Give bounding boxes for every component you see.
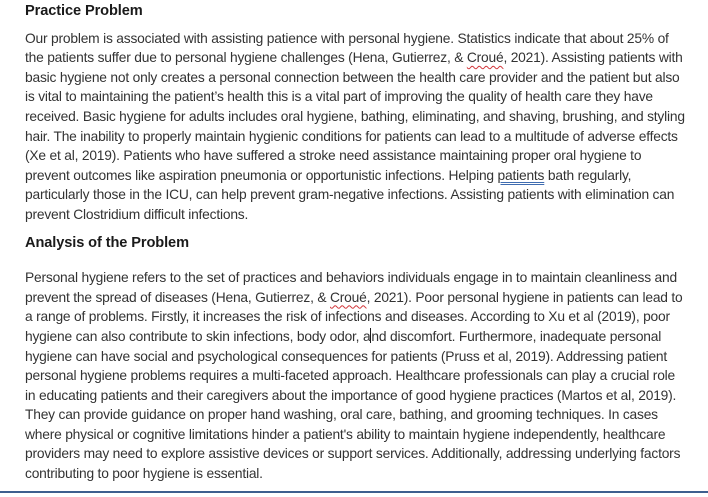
paragraph-practice-problem[interactable] xyxy=(25,29,686,225)
text-run: , 2021). Assisting patients with basic hygiene not only creates a personal connection between the health care provider and the patient but also is vital to maintaining the patient’s health this is a vital part of improving the quality of health care they have received. Basic hygiene for adults includes oral hygiene, bathing, eliminating, and shaving, brushing, and styling hair. The inability to properly maintain hygienic conditions for patients can lead to a multitude of adverse effects (Xe et al, 2019). Patients who have suffered a stroke need assistance maintaining proper oral hygiene to prevent outcomes like aspiration pneumonia or opportunistic infections. Helping xyxy=(25,50,685,183)
section-heading-practice-problem[interactable]: Practice Problem xyxy=(25,3,143,19)
misspelled-word: Croué xyxy=(466,50,504,66)
text-run: Our problem is associated with assisting patience with personal hygiene. Statistics indicate that about 25% of the patients suffer due to personal hygiene challenges (Hena, Gutierrez, & xyxy=(25,30,669,66)
paragraph-analysis-of-problem[interactable] xyxy=(25,268,686,484)
window-bottom-border xyxy=(0,491,708,493)
text-run: bath regularly, particularly those in the ICU, can help prevent gram-negative infections. Assisting patients with elimination can prevent Clostridium difficult infections. xyxy=(25,167,675,222)
section-heading-analysis-of-problem[interactable]: Analysis of the Problem xyxy=(25,234,189,251)
grammar-flagged-word: patients xyxy=(497,167,545,183)
misspelled-word: Croué xyxy=(330,289,367,305)
text-run: Personal hygiene refers to the set of practices and behaviors individuals engage in to maintain cleanliness and prevent the spread of diseases (Hena, Gutierrez, & xyxy=(25,270,677,305)
text-run: , 2021). Poor personal hygiene in patients can lead to a range of problems. Firstly, it increases the risk of infections and diseases. According to Xu et al (2019), poor hygiene can also contribute to skin infections, body odor, a xyxy=(25,289,683,344)
text-run: nd discomfort. Furthermore, inadequate personal hygiene can have social and psychological consequences for patients (Pruss et al, 2019). Addressing patient personal hygiene problems requires a multi-faceted approach. Healthcare professionals can play a crucial role in educating patients and their caregivers about the importance of good hygiene practices (Martos et al, 2019). They can provide guidance on proper hand washing, oral care, bathing, and grooming techniques. In cases where physical or cognitive limitations hinder a patient's ability to maintain hygiene independently, healthcare providers may need to explore assistive devices or support services. Additionally, addressing underlying factors contributing to poor hygiene is essential. xyxy=(25,328,681,482)
